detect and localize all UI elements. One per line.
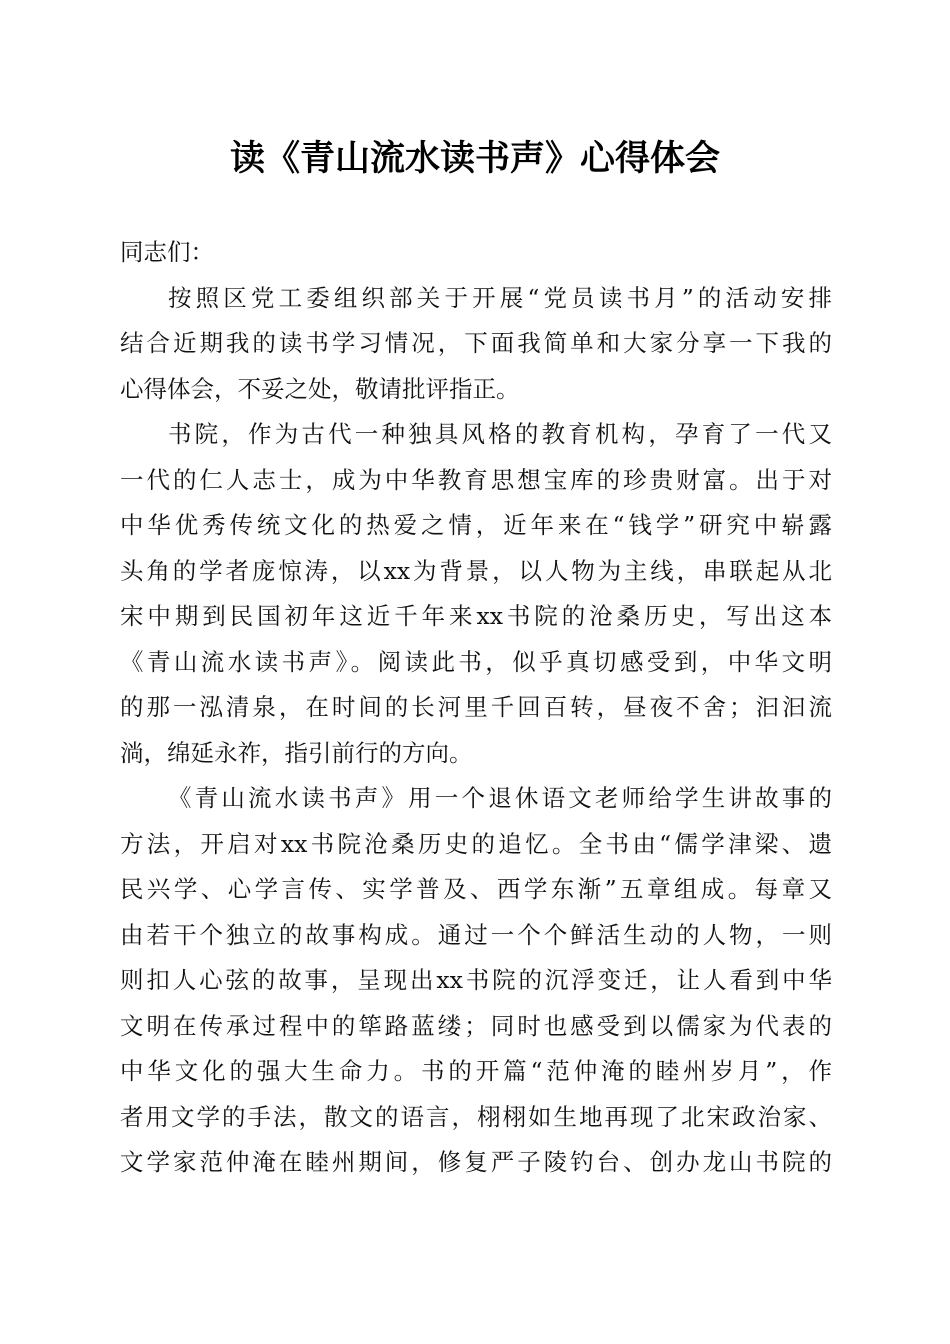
text-line: 由若干个独立的故事构成。通过一个个鲜活生动的人物，一则 (120, 920, 832, 949)
text-line: 中华优秀传统文化的热爱之情，近年来在“钱学”研究中崭露 (120, 511, 832, 539)
text-line: 文明在传承过程中的筚路蓝缕；同时也感受到以儒家为代表的 (120, 1011, 832, 1040)
text-line: 一代的仁人志士，成为中华教育思想宝库的珍贵财富。出于对 (120, 465, 832, 494)
text-line: 心得体会，不妥之处，敬请批评指正。 (120, 374, 520, 403)
paragraph-1 (120, 276, 832, 413)
text-line: 头角的学者庞惊涛，以xx为背景，以人物为主线，串联起从北 (120, 556, 832, 585)
salutation: 同志们： (120, 238, 214, 266)
document-title: 读《青山流水读书声》心得体会 (229, 138, 720, 179)
text-line: 《青山流水读书声》用一个退休语文老师给学生讲故事的 (168, 784, 832, 812)
paragraph-3 (120, 776, 832, 1186)
text-line: 按照区党工委组织部关于开展“党员读书月”的活动安排 (168, 283, 832, 312)
text-line: 民兴学、心学言传、实学普及、西学东渐”五章组成。每章又 (120, 875, 832, 903)
text-line: 结合近期我的读书学习情况，下面我简单和大家分享一下我的 (120, 329, 832, 357)
text-line: 文学家范仲淹在睦州期间，修复严子陵钓台、创办龙山书院的 (120, 1148, 832, 1176)
text-line: 则扣人心弦的故事，呈现出xx书院的沉浮变迁，让人看到中华 (120, 966, 832, 994)
text-line: 淌，绵延永祚，指引前行的方向。 (120, 738, 473, 767)
text-line: 的那一泓清泉，在时间的长河里千回百转，昼夜不舍；汩汩流 (120, 693, 832, 721)
text-line: 书院，作为古代一种独具风格的教育机构，孕育了一代又 (168, 420, 832, 448)
text-line: 《青山流水读书声》。阅读此书，似乎真切感受到，中华文明 (120, 647, 832, 676)
document-body (120, 230, 832, 1186)
text-line: 者用文学的手法，散文的语言，栩栩如生地再现了北宋政治家、 (120, 1102, 832, 1131)
text-line: 宋中期到民国初年这近千年来xx书院的沧桑历史，写出这本 (120, 602, 832, 630)
text-line: 方法，开启对xx书院沧桑历史的追忆。全书由“儒学津梁、遗 (120, 829, 832, 858)
text-line: 中华文化的强大生命力。书的开篇“范仲淹的睦州岁月”，作 (120, 1057, 832, 1085)
paragraph-2 (120, 412, 832, 776)
